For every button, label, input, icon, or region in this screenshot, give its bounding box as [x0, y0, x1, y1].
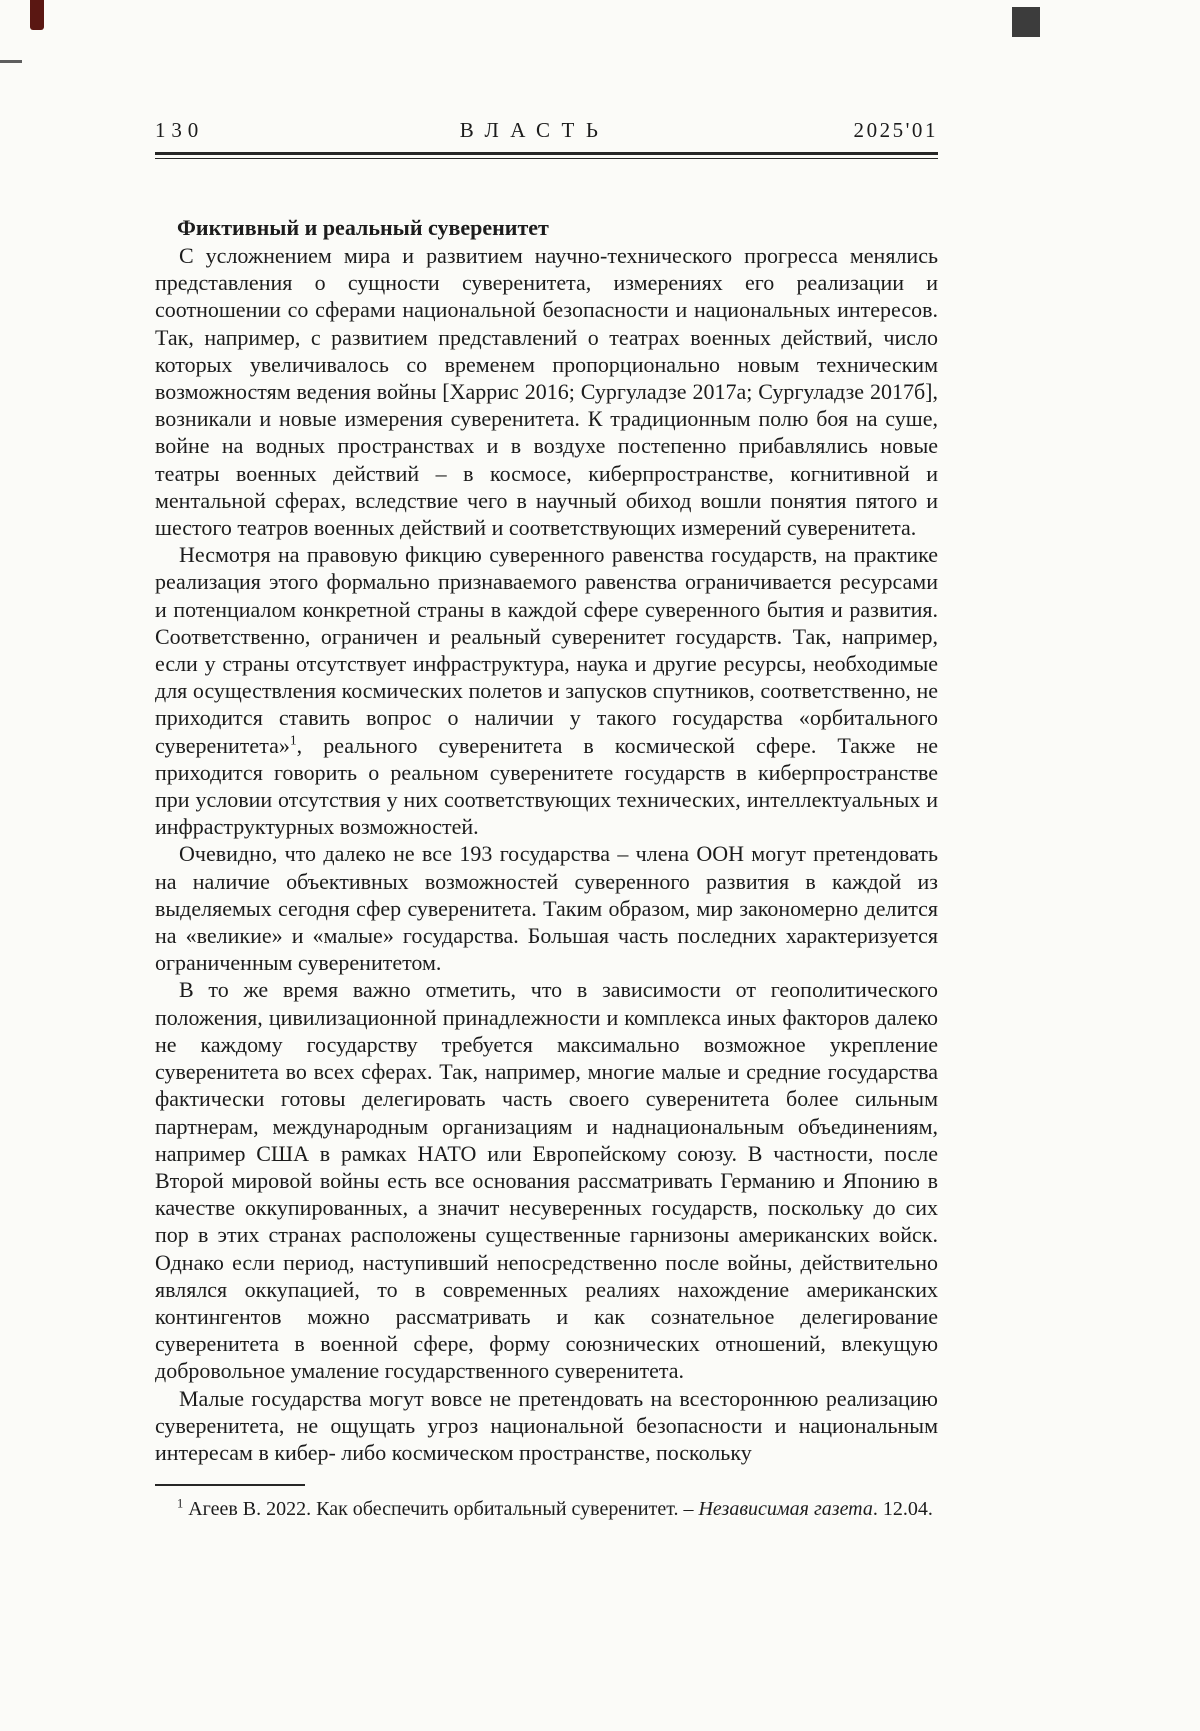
scan-artifact-left-edge [0, 60, 22, 63]
article-body [155, 215, 938, 1466]
section-heading: Фиктивный и реальный суверенитет [177, 215, 549, 240]
footnote-marker: 1 [177, 1496, 184, 1511]
footnote-text-after: . 12.04. [872, 1498, 933, 1521]
paragraph-2-text-after: , реального суверенитета в космической сфере. Также не приходится говорить о реальном суверенитете государств в киберпространстве при условии отсутствия у них соответствующих технических, интеллектуальных и инфраструктурных возможностей. [155, 732, 938, 840]
scan-artifact-top-right [1012, 7, 1040, 37]
running-head [155, 118, 938, 143]
page-number: 130 [155, 118, 205, 142]
footnote-reference: 1 [289, 732, 297, 748]
footnote-rule [155, 1484, 305, 1486]
footnote-source-italic: Независимая газета [698, 1498, 873, 1521]
footnote-area [155, 1484, 938, 1522]
paragraph-2 [155, 541, 938, 840]
paragraph-3: Очевидно, что далеко не все 193 государства – члена ООН могут претендовать на наличие объективных возможностей суверенного развития в каждой из выделяемых сегодня сфер суверенитета. Таким образом, мир закономерно делится на «великие» и «малые» государства. Большая часть последних характеризуется ограниченным суверенитетом. [155, 841, 938, 976]
page-content [155, 118, 938, 1522]
scan-artifact-top-left [30, 0, 44, 30]
paragraph-4: В то же время важно отметить, что в зависимости от геополитического положения, цивилизационной принадлежности и комплекса иных факторов далеко не каждому государству требуется максимально возможное укрепление суверенитета во всех сферах. Так, например, многие малые и средние государства фактически готовы делегировать часть своего суверенитета более сильным партнерам, международным организациям и наднациональным объединениям, например США в рамках НАТО или Европейскому союзу. В частности, после Второй мировой войны есть все основания рассматривать Германию и Японию в качестве оккупированных, а значит несуверенных государств, поскольку до сих пор в этих странах расположены существенные гарнизоны американских войск. Однако если период, наступивший непосредственно после войны, действительно являлся оккупацией, то в современных реалиях нахождение американских контингентов можно рассматривать и как сознательное делегирование суверенитета в военной сфере, форму союзнических отношений, влекущую добровольное умаление государственного суверенитета. [155, 977, 938, 1384]
paragraph-5: Малые государства могут вовсе не претендовать на всестороннюю реализацию суверенитета, не ощущать угроз национальной безопасности и национальным интересам в кибер- либо космическом пространстве, поскольку [155, 1385, 938, 1465]
issue-label: 2025'01 [853, 118, 938, 142]
paragraph-2-text-before: Несмотря на правовую фикцию суверенного равенства государств, на практике реализация этого формально признаваемого равенства ограничивается ресурсами и потенциалом конкретной страны в каждой сфере суверенного бытия и развития. Соответственно, ограничен и реальный суверенитет государств. Так, например, если у страны отсутствует инфраструктура, наука и другие ресурсы, необходимые для осуществления космических полетов и запусков спутников, соответственно, не приходится ставить вопрос о наличии у такого государства «орбитального суверенитета» [155, 542, 938, 758]
paragraph-1: С усложнением мира и развитием научно-технического прогресса менялись представления о сущности суверенитета, измерениях его реализации и соотношении со сферами национальной безопасности и национальных интересов. Так, например, с развитием представлений о театрах военных действий, число которых увеличивалось со временем пропорционально новым техническим возможностям ведения войны [Харрис 2016; Сургуладзе 2017а; Сургуладзе 2017б], возникали и новые измерения суверенитета. К традиционным полю боя на суше, войне на водных пространствах и в воздухе постепенно прибавлялись новые театры военных действий – в космосе, киберпространстве, когнитивной и ментальной сферах, вследствие чего в научный обиход вошли понятия пятого и шестого театров военных действий и соответствующих измерений суверенитета. [155, 243, 938, 541]
journal-title: ВЛАСТЬ [459, 118, 610, 142]
footnote-text-before: Агеев В. 2022. Как обеспечить орбитальный суверенитет. – [183, 1498, 699, 1521]
footnote [155, 1497, 938, 1522]
header-rule [155, 152, 938, 159]
